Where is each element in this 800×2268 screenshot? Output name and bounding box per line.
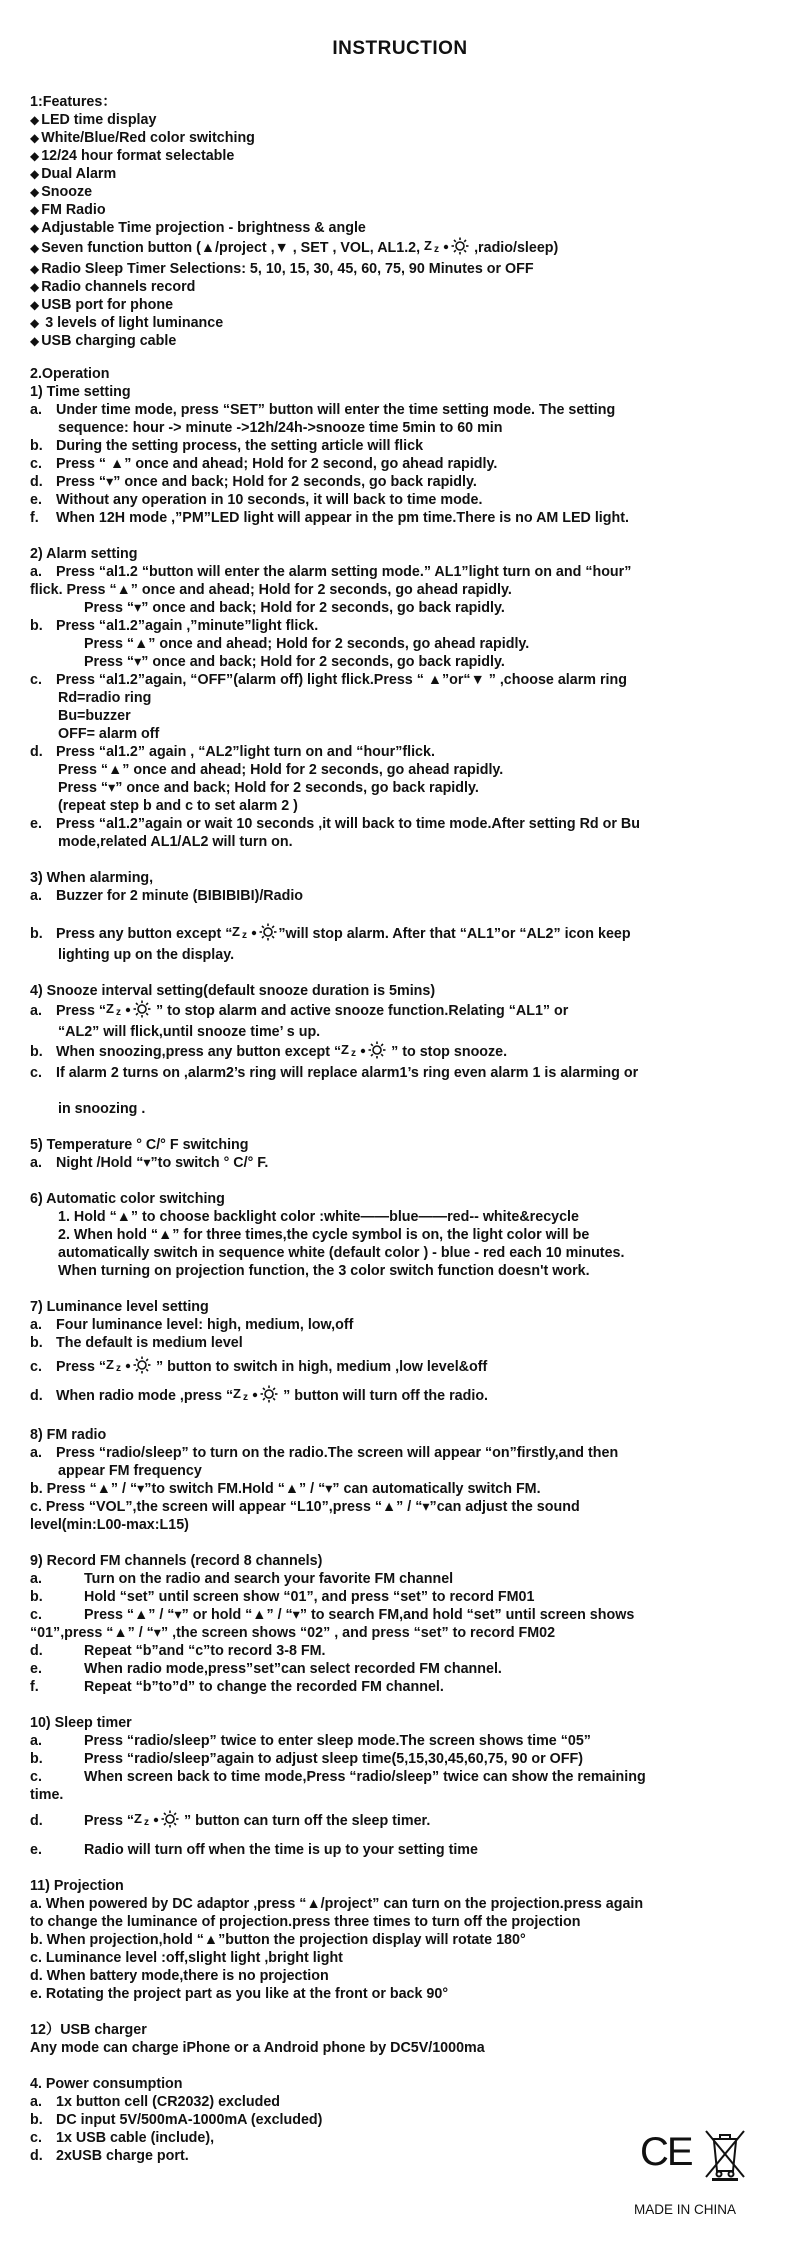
feature-item-seven-button: ◆ Seven function button (▲/project ,▼ , SET , VOL, AL1.2, Z z ,radio/sleep) bbox=[30, 237, 775, 260]
step: b. The default is medium level bbox=[30, 1335, 243, 1351]
snooze-light-icon bbox=[233, 1385, 279, 1408]
svg-text:Z: Z bbox=[106, 1357, 115, 1372]
step: b. When snoozing,press any button except “ Z z ” to stop snooze. bbox=[30, 1041, 775, 1064]
feature-item: ◆ 3 levels of light luminance bbox=[30, 315, 224, 331]
step-cont: level(min:L00-max:L15) bbox=[30, 1517, 189, 1533]
features-heading: 1:Features： bbox=[30, 94, 117, 110]
step: e. Radio will turn off when the time is up to your setting time bbox=[30, 1842, 478, 1858]
alarm-setting-heading: 2) Alarm setting bbox=[30, 546, 138, 562]
step: b. Press “al1.2”again ,”minute”light flick. bbox=[30, 618, 319, 634]
step: a. Under time mode, press “SET” button will enter the time setting mode. The setting bbox=[30, 402, 616, 418]
step-cont: OFF= alarm off bbox=[58, 726, 160, 742]
step: d. When radio mode ,press “ Z z ” button will turn off the radio. bbox=[30, 1385, 775, 1408]
step: c. Press “VOL”,the screen will appear “L10”,press “▲” / “▾”can adjust the sound bbox=[30, 1499, 580, 1515]
operation-section bbox=[30, 365, 775, 2165]
step: d. Press “▾” once and back; Hold for 2 seconds, go back rapidly. bbox=[30, 474, 477, 490]
svg-text:z: z bbox=[116, 1363, 122, 1374]
step: c. If alarm 2 turns on ,alarm2’s ring will replace alarm1’s ring even alarm 1 is alarming or bbox=[30, 1065, 639, 1081]
step: f. Repeat “b”to”d” to change the recorded FM channel. bbox=[30, 1679, 444, 1695]
step: b. When projection,hold “▲”button the projection display will rotate 180° bbox=[30, 1932, 526, 1948]
step: d. Press “ Z z ” button can turn off the sleep timer. bbox=[30, 1810, 775, 1833]
operation-heading: 2.Operation bbox=[30, 366, 110, 382]
weee-bin-icon bbox=[700, 2125, 750, 2181]
step: c. When screen back to time mode,Press “radio/sleep” twice can show the remaining bbox=[30, 1769, 646, 1785]
step: d. Repeat “b”and “c”to record 3-8 FM. bbox=[30, 1643, 326, 1659]
sleep-timer-heading: 10) Sleep timer bbox=[30, 1715, 132, 1731]
step: Any mode can charge iPhone or a Android phone by DC5V/1000ma bbox=[30, 2040, 485, 2056]
step-cont: lighting up on the display. bbox=[58, 947, 235, 963]
step: c. Press “▲” / “▾” or hold “▲” / “▾” to search FM,and hold “set” until screen shows bbox=[30, 1607, 635, 1623]
fm-radio-heading: 8) FM radio bbox=[30, 1427, 107, 1443]
step: f. When 12H mode ,”PM”LED light will appear in the pm time.There is no AM LED light. bbox=[30, 510, 629, 526]
step: d. When battery mode,there is no projection bbox=[30, 1968, 329, 1984]
snooze-light-icon bbox=[134, 1810, 180, 1833]
step: a. Night /Hold “▾”to switch ° C/° F. bbox=[30, 1155, 269, 1171]
temperature-heading: 5) Temperature ° C/° F switching bbox=[30, 1137, 249, 1153]
step-cont: Press “▾” once and back; Hold for 2 seconds, go back rapidly. bbox=[84, 654, 505, 670]
step: d. Press “al1.2” again , “AL2”light turn on and “hour”flick. bbox=[30, 744, 435, 760]
step-cont: Bu=buzzer bbox=[58, 708, 131, 724]
step: c. Luminance level :off,slight light ,bright light bbox=[30, 1950, 343, 1966]
svg-text:z: z bbox=[243, 1392, 249, 1403]
svg-text:z: z bbox=[434, 244, 440, 255]
step: d. 2xUSB charge port. bbox=[30, 2148, 189, 2164]
ce-mark: CE bbox=[640, 2130, 692, 2174]
made-in-china: MADE IN CHINA bbox=[634, 2202, 737, 2217]
record-fm-heading: 9) Record FM channels (record 8 channels) bbox=[30, 1553, 323, 1569]
features-section bbox=[30, 93, 775, 350]
step: b. Hold “set” until screen show “01”, and press “set” to record FM01 bbox=[30, 1589, 535, 1605]
snooze-light-icon bbox=[424, 237, 470, 260]
step: a. Press “ Z z ” to stop alarm and active snooze function.Relating “AL1” or bbox=[30, 1000, 775, 1023]
svg-text:Z: Z bbox=[424, 238, 433, 253]
step: a. Buzzer for 2 minute (BIBIBIBI)/Radio bbox=[30, 888, 304, 904]
step: c. Press “ Z z ” button to switch in high, medium ,low level&off bbox=[30, 1356, 775, 1379]
feature-item: ◆ Adjustable Time projection - brightness & angle bbox=[30, 220, 366, 236]
step-cont: time. bbox=[30, 1787, 64, 1803]
snooze-heading: 4) Snooze interval setting(default snooze duration is 5mins) bbox=[30, 983, 436, 999]
step-cont: Press “▲” once and ahead; Hold for 2 seconds, go ahead rapidly. bbox=[84, 636, 530, 652]
step: a. Turn on the radio and search your favorite FM channel bbox=[30, 1571, 454, 1587]
feature-item: ◆ 12/24 hour format selectable bbox=[30, 148, 235, 164]
step: b. Press “radio/sleep”again to adjust sleep time(5,15,30,45,60,75, 90 or OFF) bbox=[30, 1751, 584, 1767]
svg-text:z: z bbox=[116, 1007, 122, 1018]
power-heading: 4. Power consumption bbox=[30, 2076, 183, 2092]
step: c. Press “ ▲” once and ahead; Hold for 2 second, go ahead rapidly. bbox=[30, 456, 498, 472]
step: a. Press “radio/sleep” twice to enter sleep mode.The screen shows time “05” bbox=[30, 1733, 591, 1749]
step: a. Four luminance level: high, medium, low,off bbox=[30, 1317, 354, 1333]
step-cont: in snoozing . bbox=[58, 1101, 146, 1117]
step-cont: (repeat step b and c to set alarm 2 ) bbox=[58, 798, 298, 814]
auto-color-heading: 6) Automatic color switching bbox=[30, 1191, 225, 1207]
svg-text:Z: Z bbox=[232, 924, 241, 939]
step-cont: Press “▾” once and back; Hold for 2 seconds, go back rapidly. bbox=[58, 780, 479, 796]
step: e. Without any operation in 10 seconds, it will back to time mode. bbox=[30, 492, 483, 508]
step: e. Rotating the project part as you like at the front or back 90° bbox=[30, 1986, 449, 2002]
step-cont: Press “▾” once and back; Hold for 2 seconds, go back rapidly. bbox=[84, 600, 505, 616]
snooze-light-icon bbox=[232, 923, 278, 946]
step: a. Press “radio/sleep” to turn on the radio.The screen will appear “on”firstly,and then bbox=[30, 1445, 619, 1461]
feature-item: ◆ Dual Alarm bbox=[30, 166, 117, 182]
feature-item: ◆ FM Radio bbox=[30, 202, 106, 218]
step-cont: Rd=radio ring bbox=[58, 690, 152, 706]
time-setting-heading: 1) Time setting bbox=[30, 384, 131, 400]
page-title: INSTRUCTION bbox=[332, 38, 468, 59]
step-cont: mode,related AL1/AL2 will turn on. bbox=[58, 834, 293, 850]
projection-heading: 11) Projection bbox=[30, 1878, 124, 1894]
step-cont: 1. Hold “▲” to choose backlight color :white——blue——red-- white&recycle bbox=[58, 1209, 579, 1225]
svg-text:Z: Z bbox=[134, 1811, 143, 1826]
step-cont: sequence: hour -> minute ->12h/24h->snooze time 5min to 60 min bbox=[58, 420, 503, 436]
step-cont: Press “▲” once and ahead; Hold for 2 seconds, go ahead rapidly. bbox=[58, 762, 504, 778]
svg-text:z: z bbox=[144, 1817, 150, 1828]
svg-text:z: z bbox=[351, 1048, 357, 1059]
feature-item: ◆ Radio channels record bbox=[30, 279, 196, 295]
step: b. Press “▲” / “▾”to switch FM.Hold “▲” / “▾” can automatically switch FM. bbox=[30, 1481, 541, 1497]
step: e. When radio mode,press”set”can select recorded FM channel. bbox=[30, 1661, 502, 1677]
feature-item: ◆ Snooze bbox=[30, 184, 93, 200]
step-cont: 2. When hold “▲” for three times,the cycle symbol is on, the light color will be bbox=[58, 1227, 590, 1243]
step: c. Press “al1.2”again, “OFF”(alarm off) light flick.Press “ ▲”or“▼ ” ,choose alarm ring bbox=[30, 672, 627, 688]
svg-text:Z: Z bbox=[106, 1001, 115, 1016]
step-cont: When turning on projection function, the 3 color switch function doesn't work. bbox=[58, 1263, 590, 1279]
snooze-light-icon bbox=[106, 1000, 152, 1023]
svg-text:Z: Z bbox=[233, 1386, 242, 1401]
step: a. 1x button cell (CR2032) excluded bbox=[30, 2094, 281, 2110]
step: a. When powered by DC adaptor ,press “▲/project” can turn on the projection.press again bbox=[30, 1896, 644, 1912]
snooze-light-icon bbox=[341, 1041, 387, 1064]
step: a. Press “al1.2 “button will enter the alarm setting mode.” AL1”light turn on and “hour” bbox=[30, 564, 632, 580]
feature-item: ◆ USB charging cable bbox=[30, 333, 177, 349]
step: b. DC input 5V/500mA-1000mA (excluded) bbox=[30, 2112, 323, 2128]
step: c. 1x USB cable (include), bbox=[30, 2130, 215, 2146]
when-alarming-heading: 3) When alarming, bbox=[30, 870, 154, 886]
usb-charger-heading: 12）USB charger bbox=[30, 2022, 147, 2038]
feature-item: ◆ USB port for phone bbox=[30, 297, 174, 313]
step: e. Press “al1.2”again or wait 10 seconds ,it will back to time mode.After setting Rd or Bu bbox=[30, 816, 640, 832]
step-cont: “AL2” will flick,until snooze time’ s up. bbox=[58, 1024, 321, 1040]
feature-item: ◆ Radio Sleep Timer Selections: 5, 10, 15, 30, 45, 60, 75, 90 Minutes or OFF bbox=[30, 261, 534, 277]
svg-text:Z: Z bbox=[341, 1042, 350, 1057]
luminance-heading: 7) Luminance level setting bbox=[30, 1299, 209, 1315]
step: b. During the setting process, the setting article will flick bbox=[30, 438, 424, 454]
step-cont: flick. Press “▲” once and ahead; Hold for 2 seconds, go ahead rapidly. bbox=[30, 582, 512, 598]
step: b. Press any button except “ Z z ”will stop alarm. After that “AL1”or “AL2” icon keep bbox=[30, 923, 775, 946]
feature-item: ◆ LED time display bbox=[30, 112, 157, 128]
snooze-light-icon bbox=[106, 1356, 152, 1379]
step-cont: appear FM frequency bbox=[58, 1463, 202, 1479]
step-cont: “01”,press “▲” / “▾” ,the screen shows “02” , and press “set” to record FM02 bbox=[30, 1625, 556, 1641]
step-cont: to change the luminance of projection.press three times to turn off the projection bbox=[30, 1914, 581, 1930]
svg-text:z: z bbox=[242, 930, 248, 941]
feature-item: ◆ White/Blue/Red color switching bbox=[30, 130, 255, 146]
step-cont: automatically switch in sequence white (default color ) - blue - red each 10 minutes. bbox=[58, 1245, 625, 1261]
